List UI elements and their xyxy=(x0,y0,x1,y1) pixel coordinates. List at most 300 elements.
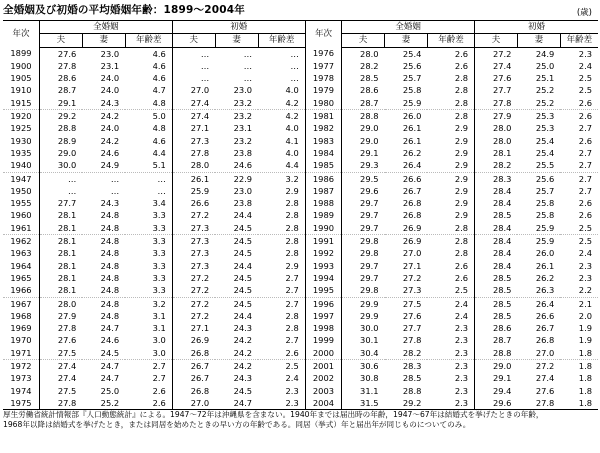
value-cell: 26.6 xyxy=(535,310,555,321)
value-cell: 27.0 xyxy=(172,397,215,410)
value-cell: 25.9 xyxy=(535,236,555,247)
value-cell: 26.6 xyxy=(172,197,215,209)
value-cell: 23.8 xyxy=(233,198,253,209)
value-cell: 2.5 xyxy=(578,73,592,84)
value-cell: 25.7 xyxy=(402,73,422,84)
value-cell: 30.4 xyxy=(342,347,385,360)
year-cell: 1966 xyxy=(3,284,39,297)
year-cell: 1999 xyxy=(305,334,341,346)
table-row xyxy=(3,284,598,297)
value-cell: 2.7 xyxy=(578,185,592,196)
year-cell: 1900 xyxy=(10,60,32,71)
value-cell: 2.8 xyxy=(285,310,299,321)
value-cell: 24.5 xyxy=(233,272,253,283)
value-cell: 29.1 xyxy=(342,147,385,159)
value-cell: 26.7 xyxy=(402,185,422,196)
year-cell: 1998 xyxy=(305,322,341,334)
table-row xyxy=(3,197,598,209)
value-cell: 25.9 xyxy=(517,222,560,235)
value-cell: 2.9 xyxy=(454,147,469,158)
value-cell: 28.7 xyxy=(39,84,82,96)
value-cell: 24.3 xyxy=(100,198,120,209)
year-cell: 1994 xyxy=(305,272,341,284)
value-cell: 27.6 xyxy=(39,334,82,346)
value-cell: 27.9 xyxy=(475,110,518,123)
value-cell: 25.8 xyxy=(402,85,422,96)
year-cell: 1977 xyxy=(305,60,341,72)
year-cell: 1925 xyxy=(10,123,32,134)
value-cell: … xyxy=(157,173,166,184)
year-cell: 1974 xyxy=(10,385,32,396)
header-age-diff: 年齢差 xyxy=(258,34,305,47)
value-cell: 2.8 xyxy=(454,73,469,84)
value-cell: 24.2 xyxy=(215,347,258,360)
header-age-diff: 年齢差 xyxy=(427,34,474,47)
value-cell: 4.8 xyxy=(125,97,172,110)
value-cell: … xyxy=(110,173,120,184)
value-cell: 29.7 xyxy=(342,222,385,235)
value-cell: 3.4 xyxy=(152,198,166,209)
table-row xyxy=(3,360,598,373)
value-cell: 4.0 xyxy=(285,123,299,134)
marriage-age-table xyxy=(3,20,598,410)
value-cell: 28.1 xyxy=(39,235,82,248)
value-cell: 2.2 xyxy=(560,284,598,297)
value-cell: 2.5 xyxy=(285,361,299,372)
table-row xyxy=(3,172,598,185)
value-cell: 25.8 xyxy=(535,210,555,221)
value-cell: … xyxy=(39,185,82,197)
value-cell: 26.1 xyxy=(402,135,422,146)
value-cell: 3.3 xyxy=(125,284,172,297)
value-cell: 27.8 xyxy=(402,335,422,346)
header-husband: 夫 xyxy=(342,34,385,47)
value-cell: 4.4 xyxy=(152,147,166,158)
value-cell: 3.1 xyxy=(152,323,166,334)
value-cell: 2.4 xyxy=(454,298,469,309)
value-cell: 23.0 xyxy=(233,85,253,96)
value-cell: 2.3 xyxy=(427,397,474,410)
table-row xyxy=(3,385,598,397)
value-cell: 24.2 xyxy=(100,135,120,146)
value-cell: 27.5 xyxy=(402,298,422,309)
value-cell: 25.3 xyxy=(535,111,555,122)
value-cell: 25.2 xyxy=(517,97,560,110)
value-cell: 25.9 xyxy=(385,97,428,110)
year-cell: 1970 xyxy=(10,335,32,346)
header-all-marriages: 全婚姻 xyxy=(342,21,475,34)
value-cell: … xyxy=(172,47,215,60)
value-cell: 2.6 xyxy=(258,347,305,360)
value-cell: 28.1 xyxy=(39,222,82,235)
value-cell: 29.0 xyxy=(39,147,82,159)
value-cell: 27.5 xyxy=(39,385,82,397)
table-row xyxy=(3,147,598,159)
value-cell: 26.8 xyxy=(535,335,555,346)
year-cell: 1986 xyxy=(305,172,341,185)
value-cell: 2.6 xyxy=(454,260,469,271)
value-cell: 2.8 xyxy=(285,236,299,247)
value-cell: 27.2 xyxy=(402,272,422,283)
year-cell: 1987 xyxy=(305,185,341,197)
year-cell: 1996 xyxy=(305,297,341,310)
value-cell: 2.5 xyxy=(578,236,592,247)
value-cell: 26.8 xyxy=(172,347,215,360)
value-cell: 28.1 xyxy=(39,272,82,284)
value-cell: … xyxy=(290,48,299,59)
value-cell: 28.4 xyxy=(475,260,518,272)
value-cell: 28.2 xyxy=(342,60,385,72)
value-cell: … xyxy=(243,73,253,84)
value-cell: 25.9 xyxy=(172,185,215,197)
value-cell: 29.0 xyxy=(475,360,518,373)
table-row xyxy=(3,209,598,221)
header-age-diff: 年齢差 xyxy=(125,34,172,47)
table-row xyxy=(3,347,598,360)
value-cell: 3.3 xyxy=(152,260,166,271)
value-cell: 25.4 xyxy=(535,147,555,158)
value-cell: 2.5 xyxy=(578,85,592,96)
value-cell: 27.8 xyxy=(39,60,82,72)
value-cell: 1.8 xyxy=(578,361,592,372)
table-row xyxy=(3,322,598,334)
value-cell: 29.3 xyxy=(342,159,385,172)
value-cell: 2.4 xyxy=(578,60,592,71)
value-cell: 2.7 xyxy=(578,123,592,134)
value-cell: 27.2 xyxy=(172,284,215,297)
header-wife: 妻 xyxy=(385,34,428,47)
value-cell: 27.8 xyxy=(39,397,82,410)
value-cell: 27.2 xyxy=(535,361,555,372)
value-cell: 24.8 xyxy=(100,260,120,271)
value-cell: 31.5 xyxy=(342,397,385,410)
value-cell: 25.2 xyxy=(535,85,555,96)
value-cell: 24.3 xyxy=(82,97,125,110)
year-cell: 1920 xyxy=(10,111,32,122)
year-cell: 1989 xyxy=(305,209,341,221)
value-cell: 4.8 xyxy=(152,123,166,134)
year-cell: 1968 xyxy=(10,310,32,321)
value-cell: 24.9 xyxy=(535,48,555,59)
year-cell: 1984 xyxy=(305,147,341,159)
year-cell: 1978 xyxy=(305,72,341,84)
value-cell: 2.0 xyxy=(578,310,592,321)
value-cell: 2.9 xyxy=(285,185,299,196)
value-cell: 24.4 xyxy=(233,260,253,271)
value-cell: 26.1 xyxy=(402,123,422,134)
value-cell: 2.6 xyxy=(578,198,592,209)
value-cell: 29.9 xyxy=(342,297,385,310)
table-row xyxy=(3,72,598,84)
value-cell: 2.9 xyxy=(427,159,474,172)
value-cell: 24.8 xyxy=(100,298,120,309)
value-cell: 28.2 xyxy=(385,347,428,360)
value-cell: 27.1 xyxy=(172,322,215,334)
table-row xyxy=(3,47,598,60)
value-cell: 2.3 xyxy=(427,347,474,360)
value-cell: 26.7 xyxy=(172,372,215,384)
value-cell: 28.0 xyxy=(172,159,215,172)
value-cell: 2.3 xyxy=(578,48,592,59)
value-cell: … xyxy=(157,185,166,196)
year-cell: 1963 xyxy=(10,248,32,259)
value-cell: 24.7 xyxy=(100,361,120,372)
value-cell: 24.6 xyxy=(100,335,120,346)
value-cell: 28.5 xyxy=(475,284,518,297)
value-cell: 5.1 xyxy=(125,159,172,172)
value-cell: 24.5 xyxy=(233,385,253,396)
value-cell: 2.9 xyxy=(454,173,469,184)
value-cell: 24.7 xyxy=(215,397,258,410)
value-cell: 2.3 xyxy=(258,397,305,410)
value-cell: 3.2 xyxy=(152,298,166,309)
value-cell: 29.1 xyxy=(475,372,518,384)
value-cell: 28.7 xyxy=(475,334,518,346)
value-cell: 25.3 xyxy=(535,123,555,134)
value-cell: 24.2 xyxy=(233,335,253,346)
value-cell: 25.6 xyxy=(535,173,555,184)
value-cell: 27.7 xyxy=(39,197,82,209)
table-row xyxy=(3,60,598,72)
value-cell: 3.3 xyxy=(125,222,172,235)
value-cell: 25.0 xyxy=(535,60,555,71)
value-cell: 27.8 xyxy=(39,322,82,334)
value-cell: 27.6 xyxy=(535,385,555,396)
value-cell: 25.4 xyxy=(402,48,422,59)
value-cell: 26.9 xyxy=(402,236,422,247)
value-cell: 2.3 xyxy=(454,323,469,334)
value-cell: 1.8 xyxy=(560,397,598,410)
value-cell: 27.0 xyxy=(402,248,422,259)
value-cell: 24.4 xyxy=(233,210,253,221)
year-cell: 1975 xyxy=(3,397,39,410)
footnote-line: 1968年以降は結婚式を挙げたとき，または同居を始めたときの早い方の年齢である。同居（挙式）年と届出年が同じものについてのみ。 xyxy=(3,420,471,430)
value-cell: 4.2 xyxy=(258,97,305,110)
value-cell: 28.5 xyxy=(402,373,422,384)
value-cell: 2.5 xyxy=(560,222,598,235)
value-cell: 26.9 xyxy=(172,334,215,346)
value-cell: 23.2 xyxy=(233,135,253,146)
value-cell: 3.3 xyxy=(152,248,166,259)
value-cell: 2.3 xyxy=(454,373,469,384)
value-cell: 2.9 xyxy=(454,123,469,134)
value-cell: 27.2 xyxy=(172,310,215,322)
value-cell: 24.5 xyxy=(215,284,258,297)
year-cell: 2002 xyxy=(305,372,341,384)
year-cell: 1982 xyxy=(305,122,341,134)
value-cell: 24.6 xyxy=(100,147,120,158)
value-cell: 2.6 xyxy=(454,48,469,59)
value-cell: 30.0 xyxy=(39,159,82,172)
year-cell: 1950 xyxy=(10,185,32,196)
table-row xyxy=(3,122,598,134)
value-cell: 2.7 xyxy=(285,335,299,346)
value-cell: 27.2 xyxy=(172,297,215,310)
value-cell: 26.3 xyxy=(517,284,560,297)
value-cell: 2.9 xyxy=(285,260,299,271)
value-cell: 2.3 xyxy=(578,260,592,271)
value-cell: 29.2 xyxy=(385,397,428,410)
value-cell: 27.3 xyxy=(385,284,428,297)
value-cell: 27.7 xyxy=(475,84,518,96)
value-cell: 27.7 xyxy=(402,323,422,334)
table-row xyxy=(3,397,598,410)
table-body xyxy=(3,47,598,410)
value-cell: 27.0 xyxy=(172,84,215,96)
value-cell: 2.6 xyxy=(578,135,592,146)
value-cell: 28.5 xyxy=(342,72,385,84)
table-row xyxy=(3,372,598,384)
header-wife: 妻 xyxy=(517,34,560,47)
value-cell: 24.8 xyxy=(100,248,120,259)
value-cell: 28.6 xyxy=(475,322,518,334)
value-cell: 24.5 xyxy=(233,248,253,259)
value-cell: 29.7 xyxy=(342,209,385,221)
value-cell: 24.8 xyxy=(82,284,125,297)
value-cell: 2.8 xyxy=(454,248,469,259)
value-cell: 2.8 xyxy=(285,210,299,221)
value-cell: … xyxy=(172,60,215,72)
value-cell: 27.6 xyxy=(402,310,422,321)
table-row xyxy=(3,272,598,284)
value-cell: 27.1 xyxy=(172,122,215,134)
value-cell: 25.2 xyxy=(82,397,125,410)
value-cell: 2.8 xyxy=(285,198,299,209)
year-cell: 1971 xyxy=(3,347,39,360)
year-cell: 1979 xyxy=(305,84,341,96)
value-cell: 24.5 xyxy=(215,222,258,235)
table-row xyxy=(3,159,598,172)
footnote-line: 厚生労働省統計情報部『人口動態統計』による。1947～72年は沖縄県を含まない。1940年までは届出時の年齢，1947～67年は結婚式を挙げたときの年齢， xyxy=(3,410,544,419)
value-cell: 28.3 xyxy=(402,361,422,372)
value-cell: 2.8 xyxy=(454,111,469,122)
value-cell: 27.1 xyxy=(402,260,422,271)
value-cell: 27.8 xyxy=(475,97,518,110)
value-cell: 27.3 xyxy=(172,260,215,272)
year-cell: 1990 xyxy=(305,222,341,235)
year-cell: 1983 xyxy=(305,135,341,147)
value-cell: … xyxy=(243,48,253,59)
table-row xyxy=(3,185,598,197)
value-cell: 25.1 xyxy=(535,73,555,84)
value-cell: 5.0 xyxy=(152,111,166,122)
value-cell: 31.1 xyxy=(342,385,385,397)
value-cell: 24.9 xyxy=(82,159,125,172)
value-cell: 28.1 xyxy=(39,247,82,259)
value-cell: 3.3 xyxy=(152,210,166,221)
value-cell: 28.8 xyxy=(402,385,422,396)
value-cell: 4.0 xyxy=(285,147,299,158)
table-row xyxy=(3,334,598,346)
value-cell: 2.7 xyxy=(152,373,166,384)
value-cell: 28.3 xyxy=(475,172,518,185)
value-cell: 26.0 xyxy=(535,248,555,259)
value-cell: 2.9 xyxy=(454,135,469,146)
value-cell: 27.8 xyxy=(172,147,215,159)
value-cell: 3.1 xyxy=(152,310,166,321)
value-cell: 24.5 xyxy=(233,236,253,247)
header-husband: 夫 xyxy=(475,34,518,47)
value-cell: 2.3 xyxy=(454,361,469,372)
value-cell: 24.5 xyxy=(233,298,253,309)
value-cell: 2.8 xyxy=(285,248,299,259)
value-cell: 29.8 xyxy=(342,247,385,259)
value-cell: 27.3 xyxy=(172,235,215,248)
value-cell: 2.8 xyxy=(258,222,305,235)
year-cell: 1992 xyxy=(305,247,341,259)
value-cell: 27.4 xyxy=(172,110,215,123)
value-cell: 2.3 xyxy=(454,335,469,346)
value-cell: 24.7 xyxy=(100,373,120,384)
value-cell: 28.4 xyxy=(475,247,518,259)
value-cell: 1.9 xyxy=(578,335,592,346)
value-cell: 25.6 xyxy=(402,60,422,71)
value-cell: 23.8 xyxy=(233,147,253,158)
year-cell: 1964 xyxy=(10,260,32,271)
value-cell: 4.2 xyxy=(285,111,299,122)
value-cell: 27.4 xyxy=(535,373,555,384)
value-cell: 24.8 xyxy=(100,236,120,247)
value-cell: 28.0 xyxy=(342,47,385,60)
value-cell: … xyxy=(290,73,299,84)
value-cell: 28.1 xyxy=(39,284,82,297)
value-cell: … xyxy=(172,72,215,84)
value-cell: 29.7 xyxy=(342,272,385,284)
value-cell: 29.8 xyxy=(342,284,385,297)
value-cell: 27.3 xyxy=(172,247,215,259)
value-cell: 28.1 xyxy=(475,147,518,159)
value-cell: 29.9 xyxy=(342,310,385,322)
header-husband: 夫 xyxy=(39,34,82,47)
value-cell: 26.8 xyxy=(402,210,422,221)
value-cell: 29.7 xyxy=(342,197,385,209)
value-cell: 3.0 xyxy=(152,335,166,346)
value-cell: 25.0 xyxy=(100,385,120,396)
value-cell: 30.1 xyxy=(342,334,385,346)
value-cell: 2.6 xyxy=(152,385,166,396)
year-cell: 1930 xyxy=(10,135,32,146)
value-cell: 28.4 xyxy=(475,185,518,197)
year-cell: 2004 xyxy=(305,397,341,410)
value-cell: 24.2 xyxy=(233,361,253,372)
value-cell: 29.5 xyxy=(342,172,385,185)
value-cell: 2.9 xyxy=(454,198,469,209)
value-cell: 29.6 xyxy=(342,185,385,197)
value-cell: 27.4 xyxy=(475,60,518,72)
year-cell: 1940 xyxy=(3,159,39,172)
year-cell: 1981 xyxy=(305,110,341,123)
value-cell: 2.8 xyxy=(427,222,474,235)
year-cell: 1988 xyxy=(305,197,341,209)
value-cell: 2.7 xyxy=(285,272,299,283)
value-cell: 27.6 xyxy=(39,47,82,60)
value-cell: 26.9 xyxy=(385,222,428,235)
value-cell: 28.6 xyxy=(342,84,385,96)
value-cell: 28.8 xyxy=(342,110,385,123)
value-cell: 30.0 xyxy=(342,322,385,334)
value-cell: 26.6 xyxy=(402,173,422,184)
value-cell: 28.5 xyxy=(475,209,518,221)
value-cell: 27.8 xyxy=(517,397,560,410)
value-cell: 28.6 xyxy=(39,72,82,84)
year-cell: 1910 xyxy=(10,85,32,96)
table-row xyxy=(3,110,598,123)
value-cell: 2.7 xyxy=(560,159,598,172)
value-cell: 26.4 xyxy=(535,298,555,309)
year-cell: 1935 xyxy=(10,147,32,158)
value-cell: 28.5 xyxy=(475,310,518,322)
value-cell: 27.3 xyxy=(172,222,215,235)
